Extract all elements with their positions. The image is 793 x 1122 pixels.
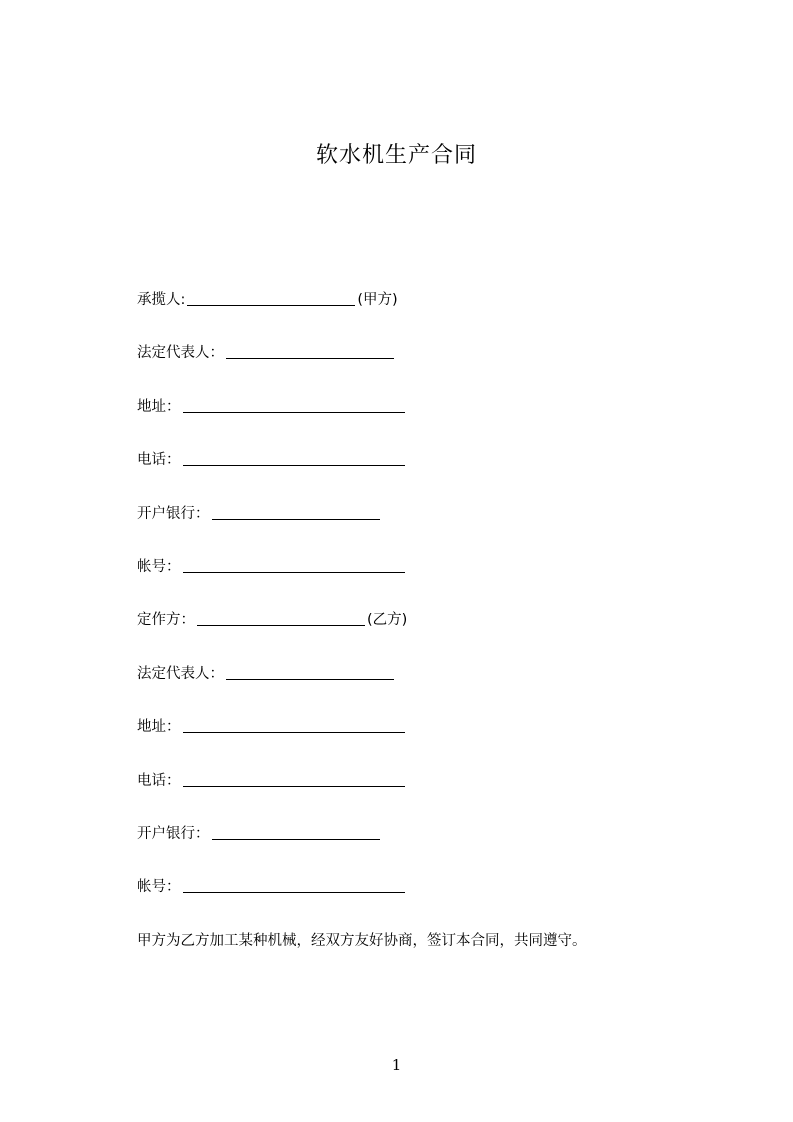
field-phone: [137, 769, 697, 822]
party-info-fields: [137, 288, 697, 929]
blank-line: [183, 769, 405, 787]
field-suffix: (乙方): [367, 612, 408, 629]
field-label: 定作方：: [137, 612, 195, 629]
blank-line: [183, 875, 405, 893]
field-label: 电话：: [137, 772, 181, 789]
field-account: [137, 555, 697, 608]
blank-line: [226, 662, 394, 680]
field-bank: [137, 502, 697, 555]
blank-line: [183, 395, 405, 413]
field-bank: [137, 822, 697, 875]
field-label: 地址：: [137, 719, 181, 736]
blank-line: [187, 288, 355, 306]
document-title: 软水机生产合同: [315, 143, 477, 168]
blank-line: [183, 715, 405, 733]
blank-line: [183, 555, 405, 573]
field-label: 地址：: [137, 398, 181, 415]
field-label: 法定代表人：: [137, 665, 224, 682]
page-number: 1: [391, 1056, 402, 1074]
field-address: [137, 395, 697, 448]
field-account: [137, 875, 697, 928]
field-address: [137, 715, 697, 768]
field-contractor: [137, 288, 697, 341]
field-label: 法定代表人：: [137, 345, 224, 362]
intro-paragraph: 甲方为乙方加工某种机械，经双方友好协商，签订本合同，共同遵守。: [137, 933, 587, 949]
blank-line: [212, 822, 380, 840]
field-label: 承揽人:: [137, 292, 186, 308]
field-label: 电话：: [137, 452, 181, 469]
field-label: 帐号：: [137, 558, 181, 575]
field-phone: [137, 448, 697, 501]
field-label: 开户银行：: [137, 825, 210, 842]
field-legal-representative: [137, 662, 697, 715]
blank-line: [197, 608, 365, 626]
blank-line: [183, 448, 405, 466]
field-client: [137, 608, 697, 661]
blank-line: [226, 341, 394, 359]
field-legal-representative: [137, 341, 697, 394]
field-suffix: (甲方): [357, 292, 398, 308]
blank-line: [212, 502, 380, 520]
field-label: 开户银行：: [137, 505, 210, 522]
field-label: 帐号：: [137, 879, 181, 896]
